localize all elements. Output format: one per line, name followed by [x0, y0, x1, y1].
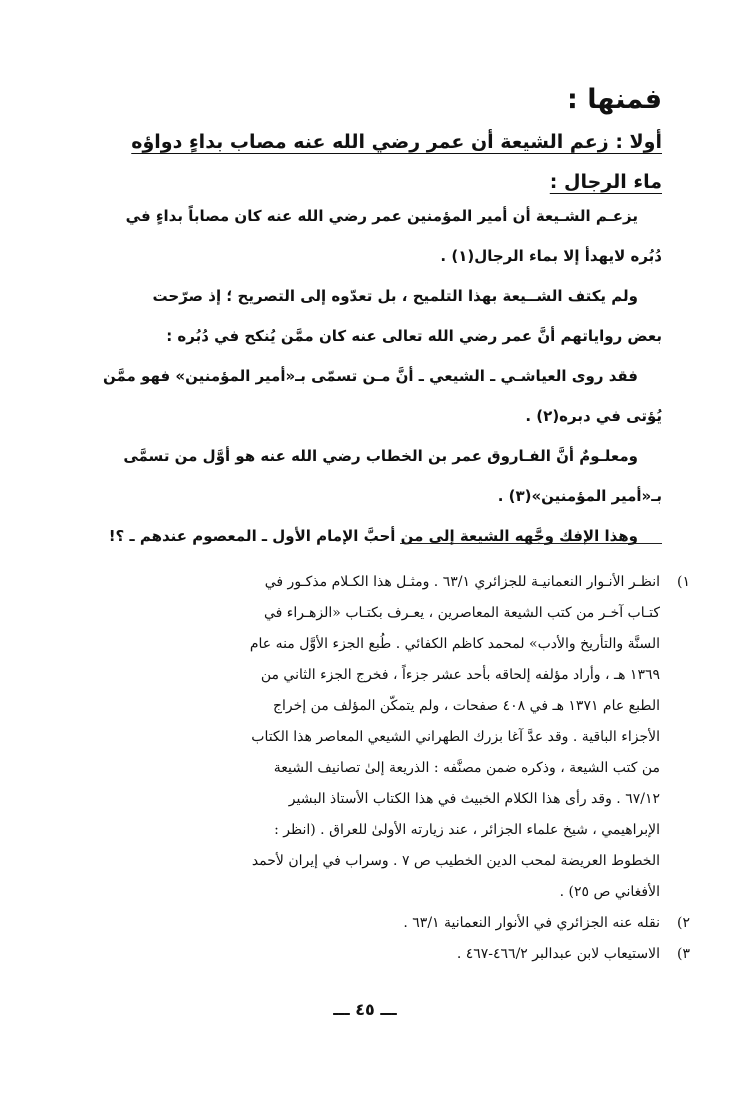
- footnote-number: ٣): [677, 946, 690, 962]
- footnote-divider: [400, 543, 662, 544]
- footnote-line: الأفغاني ص ٢٥) .: [559, 884, 660, 900]
- footnote-line: الإبراهيمي ، شيخ علماء الجزائر ، عند زيارته الأولىٰ للعراق . (انظر :: [274, 822, 660, 838]
- body-paragraph: [50, 436, 662, 516]
- paragraph-line: يُؤتى في دبره(٢) .: [525, 407, 662, 425]
- paragraph-line: فقد روى العياشـي ـ الشيعي ـ أنَّ مـن تسمّى بـ«أمير المؤمنين» فهو ممَّن: [102, 367, 638, 385]
- body-paragraph: [50, 516, 662, 556]
- body-paragraph: [50, 196, 662, 276]
- footnote-line: السنَّة والتأريخ والأدب» لمحمد كاظم الكفائي . طُبع الجزء الأوَّل منه عام: [249, 636, 660, 652]
- section-title: [50, 122, 662, 202]
- footnote-line: ١٣٦٩ هـ ، وأراد مؤلفه إلحاقه بأحد عشر جزءاً ، فخرج الجزء الثاني من: [260, 667, 660, 683]
- footnote-line: الاستيعاب لابن عبدالبر ٤٦٦/٢-٤٦٧ .: [456, 946, 660, 962]
- footnote-line: كتـاب آخـر من كتب الشيعة المعاصرين ، يعـرف بكتـاب «الزهـراء في: [263, 605, 660, 621]
- footnote-3: [40, 939, 690, 970]
- footnote-line: من كتب الشيعة ، وذكره ضمن مصنَّفه : الذريعة إلىٰ تصانيف الشيعة: [273, 760, 660, 776]
- body-paragraph: [50, 276, 662, 356]
- footnote-line: نقله عنه الجزائري في الأنوار النعمانية ٦٣/١ .: [403, 915, 660, 931]
- section-title-line: أولا : زعم الشيعة أن عمر رضي الله عنه مصاب بداءٍ دواؤه: [131, 131, 662, 153]
- footnote-line: ٦٧/١٢ . وقد رأى هذا الكلام الخبيث في هذا الكتاب الأستاذ البشير: [288, 791, 660, 807]
- footnote-1: [40, 567, 690, 908]
- intro-heading: فمنها :: [567, 84, 662, 115]
- paragraph-line: دُبُره لايهدأ إلا بماء الرجال(١) .: [440, 247, 662, 265]
- footnote-number: ١): [677, 574, 690, 590]
- paragraph-line: يزعـم الشـيعة أن أمير المؤمنين عمر رضي الله عنه كان مصاباً بداءٍ في: [125, 207, 638, 225]
- page-number: ـــ ٤٥ ـــ: [333, 1000, 397, 1019]
- body-paragraph: [50, 356, 662, 436]
- body-text: [50, 196, 662, 556]
- footnote-line: الطبع عام ١٣٧١ هـ في ٤٠٨ صفحات ، ولم يتمكّن المؤلف من إخراج: [272, 698, 660, 714]
- paragraph-line: ولم يكتف الشــيعة بهذا التلميح ، بل تعدّوه إلى التصريح ؛ إذ صرّحت: [152, 287, 638, 305]
- paragraph-line: بـ«أمير المؤمنين»(٣) .: [497, 487, 662, 505]
- paragraph-line: بعض رواياتهم أنَّ عمر رضي الله تعالى عنه كان ممَّن يُنكح في دُبُره :: [166, 327, 662, 345]
- footnote-line: انظـر الأنـوار النعمانيـة للجزائري ٦٣/١ . ومثـل هذا الكـلام مذكـور في: [264, 574, 660, 590]
- footnote-number: ٢): [677, 915, 690, 931]
- paragraph-line: وهذا الإفك وجَّهه الشيعة إلى من أحبَّ الإمام الأول ـ المعصوم عندهم ـ ؟!: [108, 527, 638, 545]
- footnotes: [40, 567, 690, 970]
- footnote-2: [40, 908, 690, 939]
- footnote-line: الخطوط العريضة لمحب الدين الخطيب ص ٧ . وسراب في إيران لأحمد: [251, 853, 660, 869]
- footnote-line: الأجزاء الباقية . وقد عدَّ آغا بزرك الطهراني الشيعي المعاصر هذا الكتاب: [251, 729, 660, 745]
- section-title-line: ماء الرجال :: [549, 171, 662, 193]
- paragraph-line: ومعلـومٌ أنَّ الفـاروق عمر بن الخطاب رضي الله عنه هو أوَّل من تسمَّى: [123, 447, 638, 465]
